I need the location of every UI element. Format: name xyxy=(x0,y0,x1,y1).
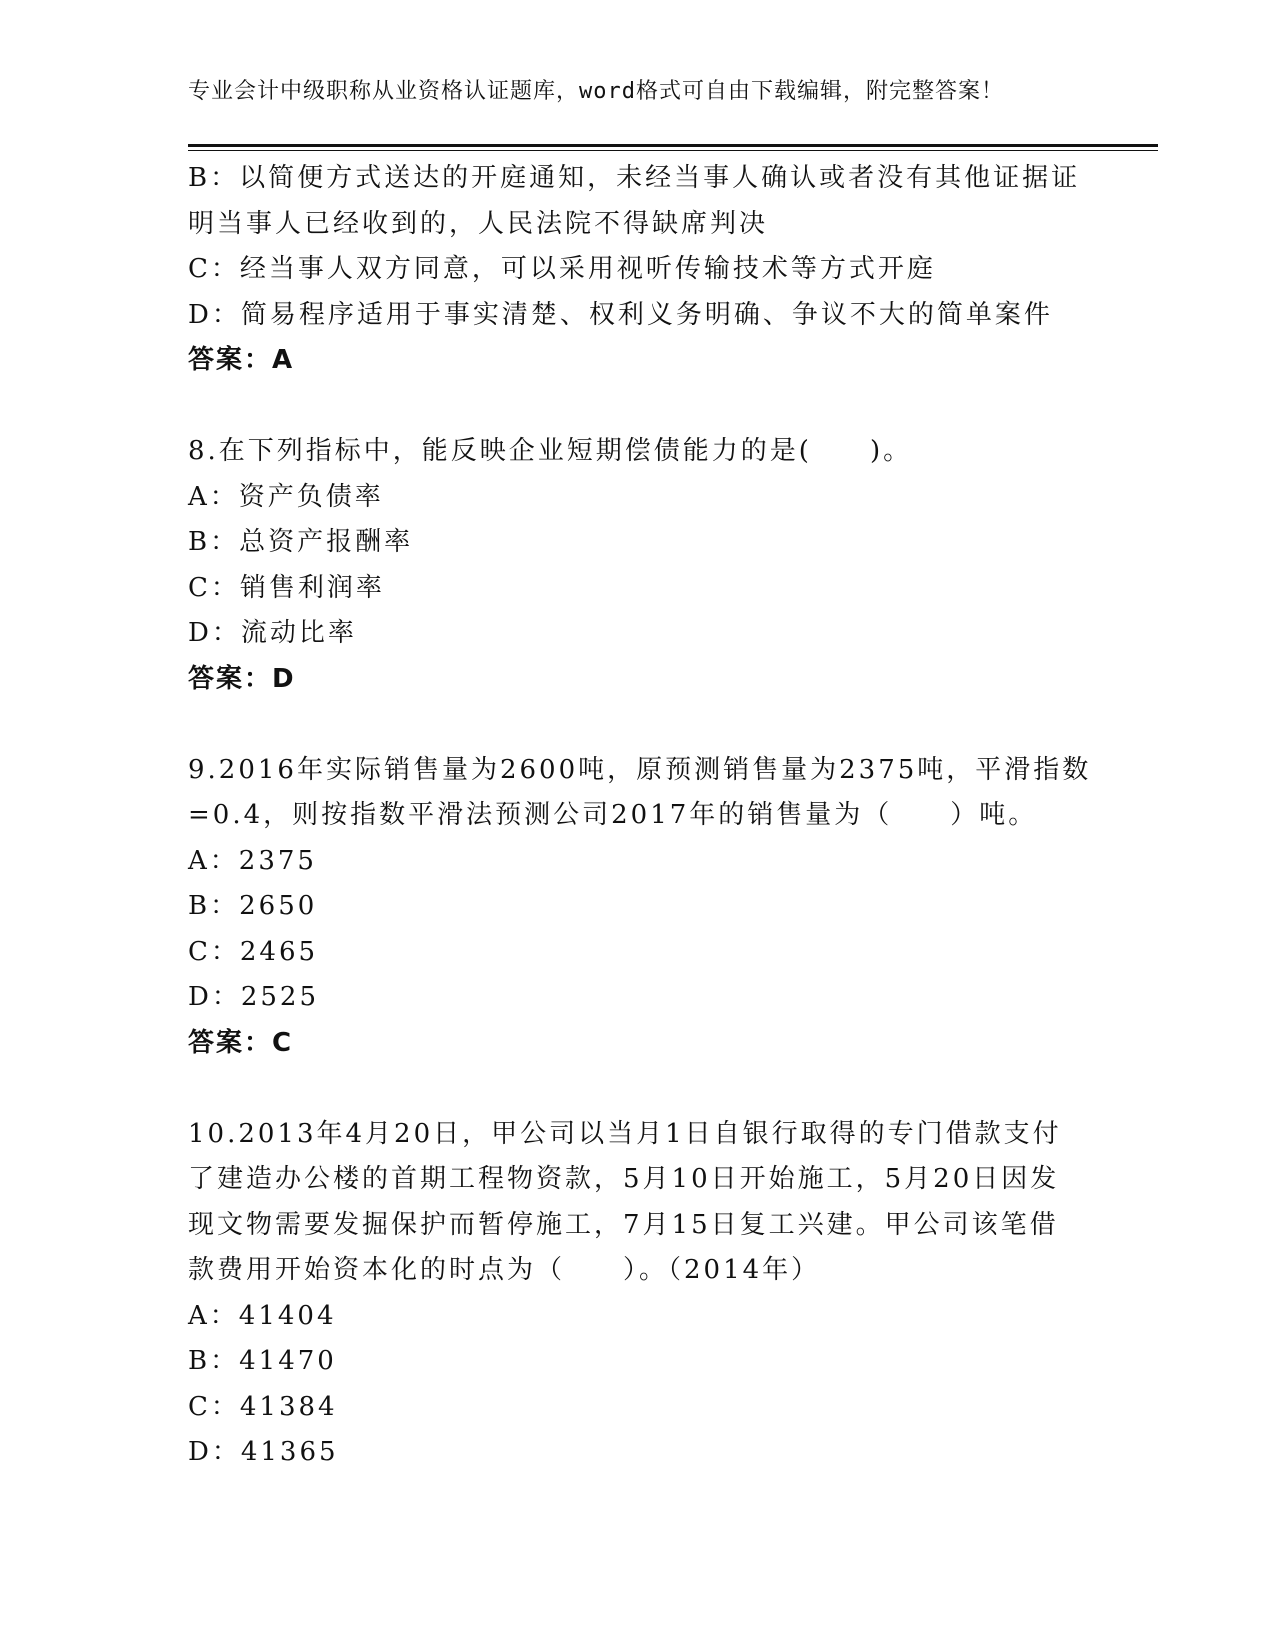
answer-line: 答案：D xyxy=(188,663,296,694)
question-content xyxy=(188,156,1092,1476)
option-line: D：简易程序适用于事实清楚、权利义务明确、争议不大的简单案件 xyxy=(188,299,1053,330)
option-line: B：41470 xyxy=(188,1346,337,1376)
question-stem-line: 8.在下列指标中，能反映企业短期偿债能力的是( )。 xyxy=(188,436,913,466)
option-line: D：流动比率 xyxy=(188,618,357,648)
question-stem-line: 款费用开始资本化的时点为（ ）。（2014年） xyxy=(188,1255,821,1285)
question-stem-line: 10.2013年4月20日，甲公司以当月1日自银行取得的专门借款支付 xyxy=(188,1118,1062,1149)
option-line: C：经当事人双方同意，可以采用视听传输技术等方式开庭 xyxy=(188,254,936,284)
option-line: C：2465 xyxy=(188,936,319,967)
answer-line: 答案：C xyxy=(188,1027,294,1058)
question-stem-line: 9.2016年实际销售量为2600吨，原预测销售量为2375吨，平滑指数 xyxy=(188,754,1092,785)
page-header: 专业会计中级职称从业资格认证题库，word格式可自由下载编辑，附完整答案！ xyxy=(188,79,1004,104)
option-line: C：41384 xyxy=(188,1391,338,1422)
header-rule-thick xyxy=(188,144,1158,147)
option-line: A：41404 xyxy=(188,1300,337,1331)
header-rule-thin xyxy=(188,150,1158,151)
question-stem-line: 了建造办公楼的首期工程物资款，5月10日开始施工，5月20日因发 xyxy=(188,1164,1060,1194)
option-line: B：总资产报酬率 xyxy=(188,527,414,557)
option-line: B：以简便方式送达的开庭通知，未经当事人确认或者没有其他证据证 xyxy=(188,163,1081,193)
option-line: A：2375 xyxy=(188,845,317,876)
answer-line: 答案：A xyxy=(188,345,295,375)
option-line: C：销售利润率 xyxy=(188,572,385,603)
option-line: 明当事人已经收到的，人民法院不得缺席判决 xyxy=(188,208,769,239)
question-stem-line: =0.4，则按指数平滑法预测公司2017年的销售量为（ ）吨。 xyxy=(188,800,1038,830)
option-line: A：资产负债率 xyxy=(188,481,384,512)
spacer xyxy=(188,384,1088,430)
option-line: B：2650 xyxy=(188,891,318,921)
option-line: D：2525 xyxy=(188,982,320,1012)
spacer xyxy=(188,1066,1088,1112)
option-line: D：41365 xyxy=(188,1437,339,1467)
spacer xyxy=(188,702,1088,748)
question-stem-line: 现文物需要发掘保护而暂停施工，7月15日复工兴建。甲公司该笔借 xyxy=(188,1209,1059,1240)
